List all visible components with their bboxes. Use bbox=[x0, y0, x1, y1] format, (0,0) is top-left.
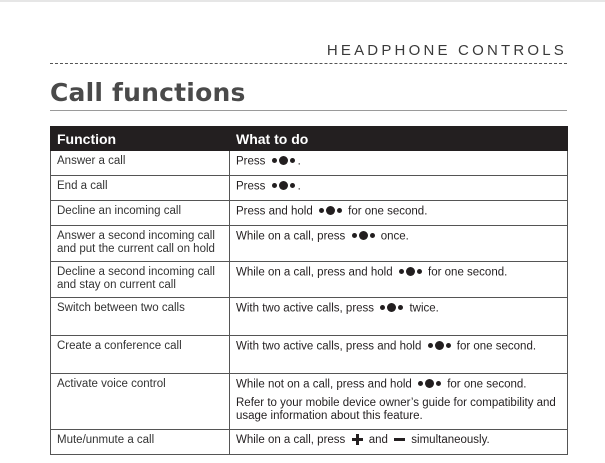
multi-function-button-icon bbox=[271, 180, 296, 193]
multi-function-button-icon bbox=[271, 155, 296, 168]
instruction-text: While not on a call, press and hold bbox=[236, 378, 412, 391]
instruction-text: . bbox=[297, 180, 301, 193]
function-cell: Activate voice control bbox=[51, 374, 230, 430]
instruction-cell bbox=[230, 151, 568, 176]
multi-function-button-icon bbox=[351, 230, 376, 243]
multi-function-button-icon bbox=[318, 205, 343, 218]
instruction-cell bbox=[230, 298, 568, 336]
function-cell: End a call bbox=[51, 176, 230, 201]
function-cell: Decline an incoming call bbox=[51, 201, 230, 226]
call-functions-table bbox=[50, 126, 568, 455]
function-cell: Decline a second incoming call and stay on current call bbox=[51, 262, 230, 298]
instruction-text: for one second. bbox=[447, 378, 527, 391]
function-cell: Answer a call bbox=[51, 151, 230, 176]
table-row bbox=[51, 201, 568, 226]
instruction-cell bbox=[230, 226, 568, 262]
top-divider bbox=[0, 0, 605, 2]
instruction-text: twice. bbox=[409, 302, 439, 315]
function-cell: Answer a second incoming call and put the current call on hold bbox=[51, 226, 230, 262]
table-row bbox=[51, 374, 568, 430]
table-row bbox=[51, 430, 568, 455]
column-header-what-to-do: What to do bbox=[230, 127, 568, 151]
instruction-text: . bbox=[297, 155, 301, 168]
compatibility-note: Refer to your mobile device owner’s guide for compatibility and usage information about this feature. bbox=[236, 396, 556, 422]
function-cell: Create a conference call bbox=[51, 336, 230, 374]
section-header: HEADPHONE CONTROLS bbox=[326, 42, 567, 59]
instruction-cell bbox=[230, 336, 568, 374]
plus-icon bbox=[352, 434, 363, 445]
instruction-cell bbox=[230, 176, 568, 201]
title-divider bbox=[50, 110, 567, 111]
instruction-text: simultaneously. bbox=[411, 434, 490, 446]
instruction-text: for one second. bbox=[348, 205, 428, 218]
header-dashed-divider bbox=[50, 63, 567, 64]
instruction-text: While on a call, press bbox=[236, 434, 346, 446]
table-row bbox=[51, 298, 568, 336]
instruction-text: once. bbox=[380, 230, 409, 243]
column-header-function: Function bbox=[51, 127, 230, 151]
instruction-text: for one second. bbox=[456, 340, 537, 353]
instruction-text: While on a call, press bbox=[236, 230, 346, 243]
function-cell: Switch between two calls bbox=[51, 298, 230, 336]
minus-icon bbox=[394, 434, 405, 445]
instruction-text: Press and hold bbox=[236, 205, 313, 218]
multi-function-button-icon bbox=[417, 378, 442, 391]
instruction-text: With two active calls, press bbox=[236, 302, 375, 315]
function-cell: Mute/unmute a call bbox=[51, 430, 230, 455]
instruction-text: Press bbox=[236, 155, 266, 168]
table-row bbox=[51, 262, 568, 298]
table-row bbox=[51, 176, 568, 201]
instruction-cell bbox=[230, 374, 568, 430]
instruction-cell bbox=[230, 430, 568, 455]
multi-function-button-icon bbox=[398, 266, 423, 279]
table-row bbox=[51, 336, 568, 374]
table-header-row bbox=[51, 127, 568, 151]
instruction-text: While on a call, press and hold bbox=[236, 266, 393, 279]
multi-function-button-icon bbox=[427, 340, 452, 353]
instruction-text: With two active calls, press and hold bbox=[236, 340, 422, 353]
multi-function-button-icon bbox=[379, 302, 404, 315]
instruction-text: Press bbox=[236, 180, 266, 193]
page-title: Call functions bbox=[50, 78, 246, 107]
table-row bbox=[51, 226, 568, 262]
table-row bbox=[51, 151, 568, 176]
instruction-text: for one second. bbox=[428, 266, 508, 279]
instruction-cell bbox=[230, 262, 568, 298]
instruction-cell bbox=[230, 201, 568, 226]
instruction-text: and bbox=[368, 434, 388, 446]
